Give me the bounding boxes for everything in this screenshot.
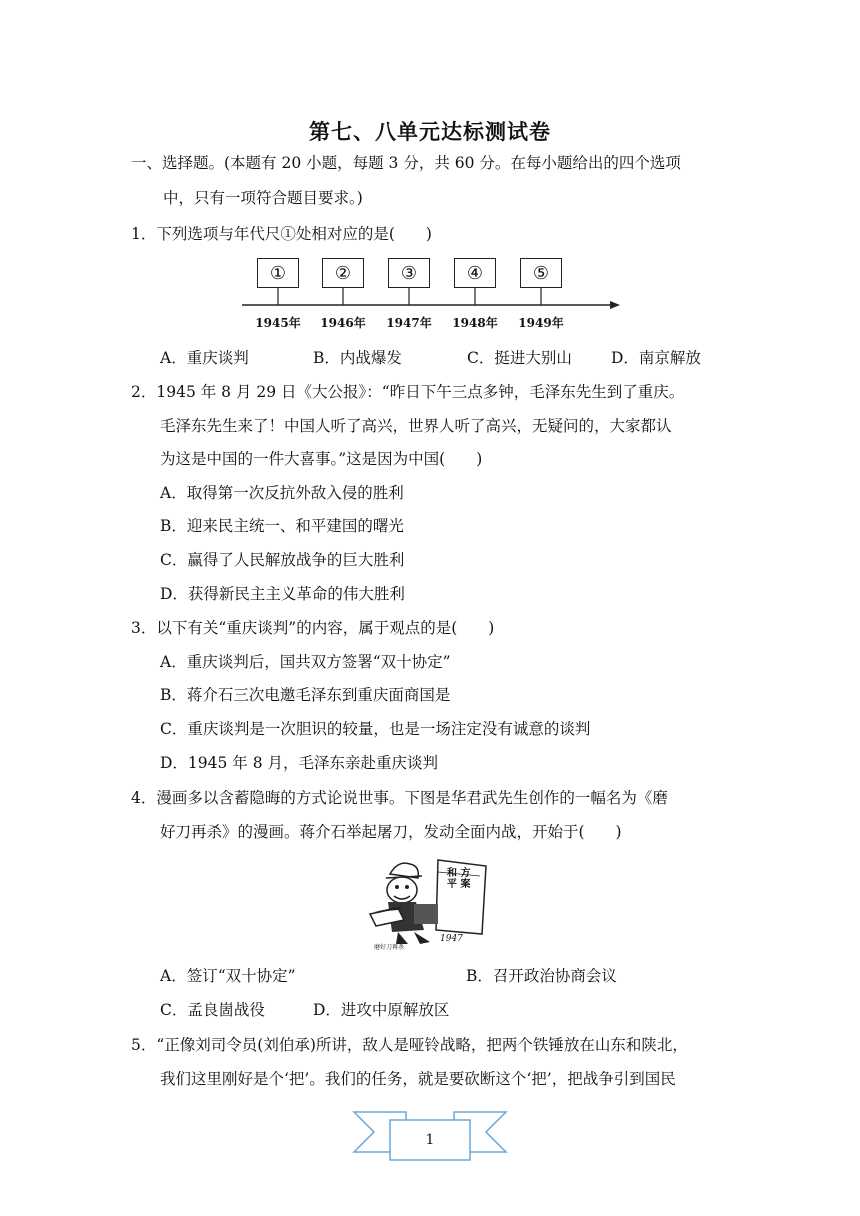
q2-option-d: D．获得新民主主义革命的伟大胜利 — [160, 585, 405, 603]
cartoon-caption: 磨好刀再杀 — [374, 944, 405, 951]
q5-stem-line2: 我们这里刚好是个‘把’。我们的任务，就是要砍断这个‘把’，把战争引到国民 — [160, 1070, 676, 1088]
timeline-box-2: ② — [322, 258, 364, 288]
q4-option-b: B．召开政治协商会议 — [466, 967, 617, 985]
sign-char-4: 案 — [460, 879, 471, 890]
section-instructions-line1: 一、选择题。(本题有 20 小题，每题 3 分，共 60 分。在每小题给出的四个选项 — [131, 154, 681, 172]
q2-stem-line1: 2．1945 年 8 月 29 日《大公报》：“昨日下午三点多钟，毛泽东先生到了重庆。 — [131, 383, 685, 401]
q1-option-d: D．南京解放 — [611, 349, 701, 367]
timeline-box-4: ④ — [454, 258, 496, 288]
q1-option-c: C．挺进大别山 — [467, 349, 572, 367]
timeline-box-1: ① — [257, 258, 299, 288]
timeline-year-1946: 1946年 — [320, 316, 366, 330]
q3-option-d: D．1945 年 8 月，毛泽东亲赴重庆谈判 — [160, 754, 439, 772]
q4-stem-line2: 好刀再杀》的漫画。蒋介石举起屠刀，发动全面内战，开始于( ) — [160, 823, 622, 841]
q1-option-b: B．内战爆发 — [313, 349, 402, 367]
timeline-year-1948: 1948年 — [452, 316, 498, 330]
cartoon-sign-text — [447, 868, 470, 890]
q4-stem-line1: 4．漫画多以含蓄隐晦的方式论说世事。下图是华君武先生创作的一幅名为《磨 — [131, 789, 668, 807]
page-number: 1 — [425, 1132, 435, 1148]
q2-stem-line3: 为这是中国的一件大喜事。”这是因为中国( ) — [160, 450, 483, 468]
q3-stem: 3．以下有关“重庆谈判”的内容，属于观点的是( ) — [131, 619, 495, 637]
cartoon-drawing — [368, 852, 496, 952]
q2-stem-line2: 毛泽东先生来了！中国人听了高兴，世界人听了高兴，无疑问的，大家都认 — [160, 417, 672, 435]
sign-char-1: 和 — [447, 868, 457, 879]
q2-option-c: C．赢得了人民解放战争的巨大胜利 — [160, 551, 405, 569]
q3-option-a: A．重庆谈判后，国共双方签署“双十协定” — [160, 653, 451, 671]
q5-stem-line1: 5．“正像刘司令员(刘伯承)所讲，敌人是哑铃战略，把两个铁锤放在山东和陕北， — [131, 1036, 688, 1054]
timeline-box-5: ⑤ — [520, 258, 562, 288]
q2-option-a: A．取得第一次反抗外敌入侵的胜利 — [160, 484, 404, 502]
q4-option-d: D．进攻中原解放区 — [313, 1001, 450, 1019]
q2-option-b: B．迎来民主统一、和平建国的曙光 — [160, 517, 404, 535]
timeline-box-3: ③ — [388, 258, 430, 288]
page-title: 第七、八单元达标测试卷 — [309, 120, 551, 144]
sign-char-3: 平 — [447, 879, 457, 890]
timeline-year-1947: 1947年 — [386, 316, 432, 330]
q1-option-a: A．重庆谈判 — [160, 349, 249, 367]
q3-option-b: B．蒋介石三次电邀毛泽东到重庆面商国是 — [160, 686, 451, 704]
q3-option-c: C．重庆谈判是一次胆识的较量，也是一场注定没有诚意的谈判 — [160, 720, 591, 738]
cartoon-date: 1947 — [440, 934, 463, 944]
timeline-year-1949: 1949年 — [518, 316, 564, 330]
q4-option-c: C．孟良崮战役 — [160, 1001, 265, 1019]
sign-char-2: 方 — [460, 868, 471, 879]
section-instructions-line2: 中，只有一项符合题目要求。) — [163, 189, 363, 207]
q4-option-a: A．签订“双十协定” — [160, 967, 296, 985]
timeline-year-1945: 1945年 — [255, 316, 301, 330]
q1-stem: 1．下列选项与年代尺①处相对应的是( ) — [131, 225, 432, 243]
